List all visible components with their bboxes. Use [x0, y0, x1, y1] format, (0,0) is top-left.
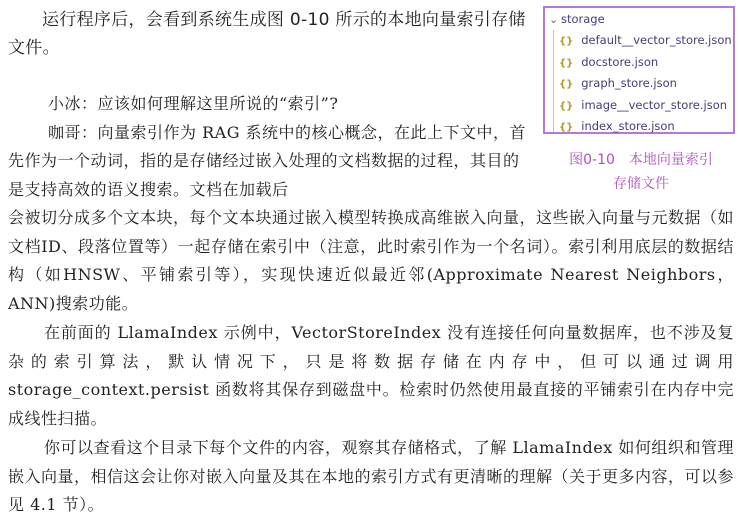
file-item[interactable] — [559, 73, 731, 95]
body-paragraph-2: 在前面的 LlamaIndex 示例中，VectorStoreIndex 没有连接任何向量数据库，也不涉及复杂的索引算法，默认情况下，只是将数据存储在内存中，但可以通过调用 storage_context.persist 函数将其保存到磁盘中。检索时仍然使用最直接的平铺索引在内存中完成线性扫描。 — [8, 323, 734, 428]
json-file-icon: {} — [559, 100, 574, 112]
folder-storage[interactable] — [549, 11, 605, 27]
intro-paragraph: 运行程序后，会看到系统生成图 0-10 所示的本地向量索引存储文件。 — [8, 10, 526, 58]
file-name: default__vector_store.json — [581, 33, 732, 47]
file-name: docstore.json — [581, 54, 659, 69]
file-item[interactable] — [559, 52, 731, 74]
caption-title-1: 本地向量索引 — [628, 152, 713, 168]
file-item[interactable] — [559, 30, 731, 52]
body-paragraph-1: 会被切分成多个文本块，每个文本块通过嵌入模型转换成高维嵌入向量，这些嵌入向量与元数据（如文档ID、段落位置等）一起存储在索引中（注意，此时索引作为一个名词）。索引利用底层的数据结构（如HNSW、平铺索引等），实现快速近似最近邻(Approximate Nearest Neighbors，ANN)搜索功能。 — [8, 208, 735, 313]
figure-storage-files — [543, 6, 739, 196]
file-list — [559, 30, 731, 138]
file-tree — [543, 6, 735, 134]
json-file-icon: {} — [559, 79, 574, 90]
answer-start: 咖哥：向量索引作为 RAG 系统中的核心概念，在此上下文中，首先作为一个动词，指的是存储经过嵌入处理的文档数据的过程，其目的是支持高效的语义搜索。文档在加载后 — [8, 122, 527, 199]
question-line: 小冰：应该如何理解这里所说的“索引”? — [48, 94, 339, 113]
chevron-down-icon: ⌄ — [549, 13, 559, 26]
file-name: image__vector_store.json — [581, 97, 728, 112]
tree-guide-line — [553, 30, 554, 132]
caption-number: 图0-10 — [569, 152, 615, 168]
json-file-icon: {} — [559, 122, 574, 133]
folder-name: storage — [561, 12, 605, 26]
json-file-icon: {} — [559, 57, 574, 69]
figure-caption — [543, 148, 739, 196]
file-item[interactable] — [559, 116, 731, 138]
dialogue-block — [8, 90, 532, 204]
file-name: index_store.json — [581, 119, 675, 133]
caption-title-2: 存储文件 — [613, 176, 669, 192]
file-item[interactable] — [559, 95, 731, 117]
file-name: graph_store.json — [581, 76, 677, 90]
json-file-icon: {} — [559, 36, 574, 47]
body-paragraph-3: 你可以查看这个目录下每个文件的内容，观察其存储格式，了解 LlamaIndex 如何组织和管理嵌入向量，相信这会让你对嵌入向量及其在本地的索引方式有更清晰的理解（关于更多内容，可以参见 4.1 节）。 — [8, 438, 735, 515]
